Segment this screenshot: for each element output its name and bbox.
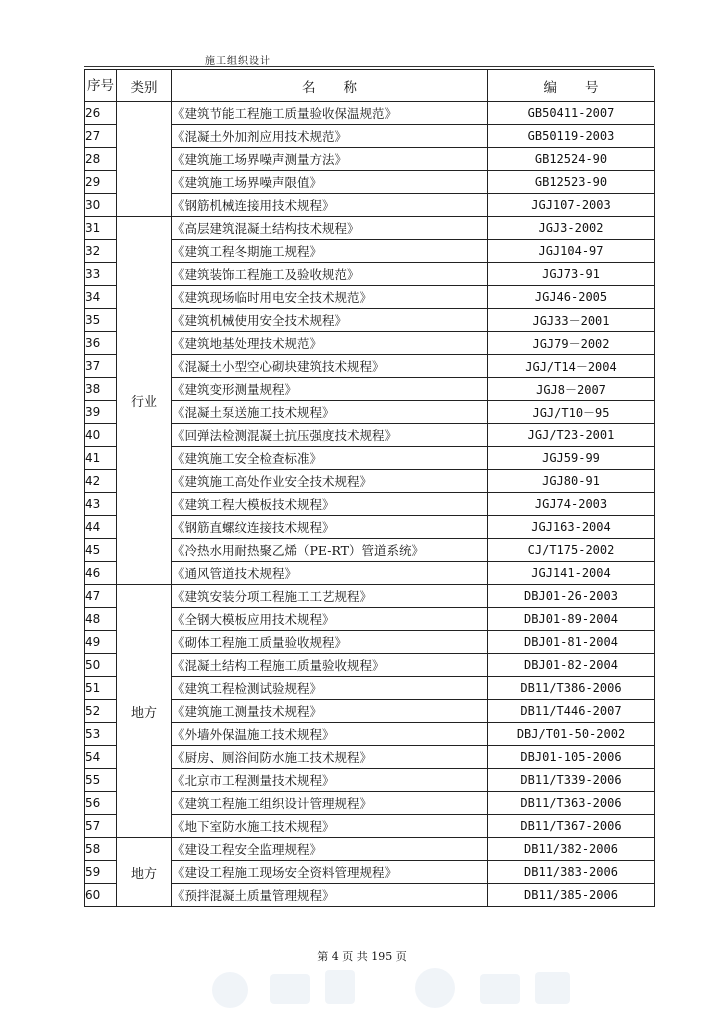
row-seq: 48: [85, 608, 117, 631]
row-code: DB11/T386-2006: [488, 677, 655, 700]
row-name: 《钢筋机械连接用技术规程》: [172, 194, 488, 217]
row-seq: 58: [85, 838, 117, 861]
row-code: JGJ163-2004: [488, 516, 655, 539]
row-code: DB11/382-2006: [488, 838, 655, 861]
row-code: DBJ01-26-2003: [488, 585, 655, 608]
row-name: 《建筑工程检测试验规程》: [172, 677, 488, 700]
row-name: 《全钢大模板应用技术规程》: [172, 608, 488, 631]
row-name: 《建筑地基处理技术规范》: [172, 332, 488, 355]
row-name: 《北京市工程测量技术规程》: [172, 769, 488, 792]
row-name: 《建筑机械使用安全技术规程》: [172, 309, 488, 332]
row-seq: 45: [85, 539, 117, 562]
row-code: JGJ104-97: [488, 240, 655, 263]
row-seq: 34: [85, 286, 117, 309]
row-category: 行业: [117, 217, 172, 585]
row-name: 《混凝土外加剂应用技术规范》: [172, 125, 488, 148]
row-name: 《建筑装饰工程施工及验收规范》: [172, 263, 488, 286]
document-header-title: 施工组织设计: [205, 56, 271, 67]
watermark-logo: [190, 960, 590, 1010]
row-name: 《建筑工程施工组织设计管理规程》: [172, 792, 488, 815]
row-code: CJ/T175-2002: [488, 539, 655, 562]
row-seq: 27: [85, 125, 117, 148]
row-name: 《厨房、厕浴间防水施工技术规程》: [172, 746, 488, 769]
row-seq: 51: [85, 677, 117, 700]
row-name: 《建设工程安全监理规程》: [172, 838, 488, 861]
header-seq-label: 序号: [87, 77, 114, 94]
row-code: JGJ74-2003: [488, 493, 655, 516]
row-name: 《预拌混凝土质量管理规程》: [172, 884, 488, 907]
row-name: 《建设工程施工现场安全资料管理规程》: [172, 861, 488, 884]
row-seq: 39: [85, 401, 117, 424]
table-row: [85, 217, 655, 240]
row-seq: 47: [85, 585, 117, 608]
row-name: 《砌体工程施工质量验收规程》: [172, 631, 488, 654]
row-seq: 35: [85, 309, 117, 332]
row-code: DBJ01-82-2004: [488, 654, 655, 677]
row-code: DB11/T363-2006: [488, 792, 655, 815]
row-seq: 36: [85, 332, 117, 355]
table-row: [85, 585, 655, 608]
row-name: 《钢筋直螺纹连接技术规程》: [172, 516, 488, 539]
row-name: 《通风管道技术规程》: [172, 562, 488, 585]
table-body: [85, 102, 655, 907]
row-seq: 32: [85, 240, 117, 263]
row-seq: 59: [85, 861, 117, 884]
standards-table: [84, 69, 655, 907]
row-code: DB11/T446-2007: [488, 700, 655, 723]
row-seq: 55: [85, 769, 117, 792]
row-name: 《建筑现场临时用电安全技术规范》: [172, 286, 488, 309]
row-name: 《建筑施工测量技术规程》: [172, 700, 488, 723]
row-code: DBJ01-89-2004: [488, 608, 655, 631]
row-seq: 44: [85, 516, 117, 539]
row-code: DBJ01-105-2006: [488, 746, 655, 769]
row-code: JGJ79－2002: [488, 332, 655, 355]
row-name: 《混凝土泵送施工技术规程》: [172, 401, 488, 424]
row-code: JGJ107-2003: [488, 194, 655, 217]
row-code: JGJ59-99: [488, 447, 655, 470]
row-name: 《建筑安装分项工程施工工艺规程》: [172, 585, 488, 608]
row-code: DB11/383-2006: [488, 861, 655, 884]
row-seq: 60: [85, 884, 117, 907]
header-divider: [84, 66, 654, 67]
row-seq: 31: [85, 217, 117, 240]
row-seq: 56: [85, 792, 117, 815]
row-name: 《建筑工程冬期施工规程》: [172, 240, 488, 263]
row-seq: 49: [85, 631, 117, 654]
row-code: DBJ/T01-50-2002: [488, 723, 655, 746]
header-code: 编号: [488, 70, 655, 102]
row-seq: 29: [85, 171, 117, 194]
row-seq: 52: [85, 700, 117, 723]
row-name: 《地下室防水施工技术规程》: [172, 815, 488, 838]
row-seq: 38: [85, 378, 117, 401]
row-seq: 26: [85, 102, 117, 125]
row-seq: 43: [85, 493, 117, 516]
row-code: GB50119-2003: [488, 125, 655, 148]
row-code: JGJ/T14－2004: [488, 355, 655, 378]
row-name: 《回弹法检测混凝土抗压强度技术规程》: [172, 424, 488, 447]
row-code: JGJ/T10－95: [488, 401, 655, 424]
row-code: JGJ3-2002: [488, 217, 655, 240]
row-code: JGJ73-91: [488, 263, 655, 286]
row-name: 《高层建筑混凝土结构技术规程》: [172, 217, 488, 240]
row-name: 《混凝土结构工程施工质量验收规程》: [172, 654, 488, 677]
header-category: 类别: [117, 70, 172, 102]
header-seq: [85, 70, 117, 102]
header-name: 名称: [172, 70, 488, 102]
row-name: 《混凝土小型空心砌块建筑技术规程》: [172, 355, 488, 378]
row-code: DB11/T367-2006: [488, 815, 655, 838]
row-code: JGJ8－2007: [488, 378, 655, 401]
row-name: 《建筑施工场界噪声测量方法》: [172, 148, 488, 171]
row-category: [117, 102, 172, 217]
row-code: DBJ01-81-2004: [488, 631, 655, 654]
row-seq: 53: [85, 723, 117, 746]
row-code: JGJ/T23-2001: [488, 424, 655, 447]
row-seq: 37: [85, 355, 117, 378]
row-code: DB11/385-2006: [488, 884, 655, 907]
row-category: 地方: [117, 585, 172, 838]
row-code: GB50411-2007: [488, 102, 655, 125]
row-category: 地方: [117, 838, 172, 907]
row-seq: 41: [85, 447, 117, 470]
row-seq: 28: [85, 148, 117, 171]
row-code: JGJ141-2004: [488, 562, 655, 585]
row-seq: 46: [85, 562, 117, 585]
row-code: GB12523-90: [488, 171, 655, 194]
row-name: 《外墙外保温施工技术规程》: [172, 723, 488, 746]
row-seq: 42: [85, 470, 117, 493]
row-name: 《建筑施工高处作业安全技术规程》: [172, 470, 488, 493]
row-name: 《建筑施工安全检查标准》: [172, 447, 488, 470]
row-name: 《冷热水用耐热聚乙烯（PE-RT）管道系统》: [172, 539, 488, 562]
page-footer: 第 4 页 共 195 页: [317, 950, 407, 963]
row-seq: 57: [85, 815, 117, 838]
row-seq: 40: [85, 424, 117, 447]
row-name: 《建筑施工场界噪声限值》: [172, 171, 488, 194]
row-code: JGJ46-2005: [488, 286, 655, 309]
row-code: JGJ80-91: [488, 470, 655, 493]
row-seq: 54: [85, 746, 117, 769]
row-name: 《建筑节能工程施工质量验收保温规范》: [172, 102, 488, 125]
table-header-row: [85, 70, 655, 102]
table-row: [85, 102, 655, 125]
row-code: GB12524-90: [488, 148, 655, 171]
row-code: JGJ33－2001: [488, 309, 655, 332]
row-code: DB11/T339-2006: [488, 769, 655, 792]
row-seq: 30: [85, 194, 117, 217]
row-name: 《建筑工程大模板技术规程》: [172, 493, 488, 516]
row-seq: 33: [85, 263, 117, 286]
row-seq: 50: [85, 654, 117, 677]
row-name: 《建筑变形测量规程》: [172, 378, 488, 401]
table-row: [85, 838, 655, 861]
